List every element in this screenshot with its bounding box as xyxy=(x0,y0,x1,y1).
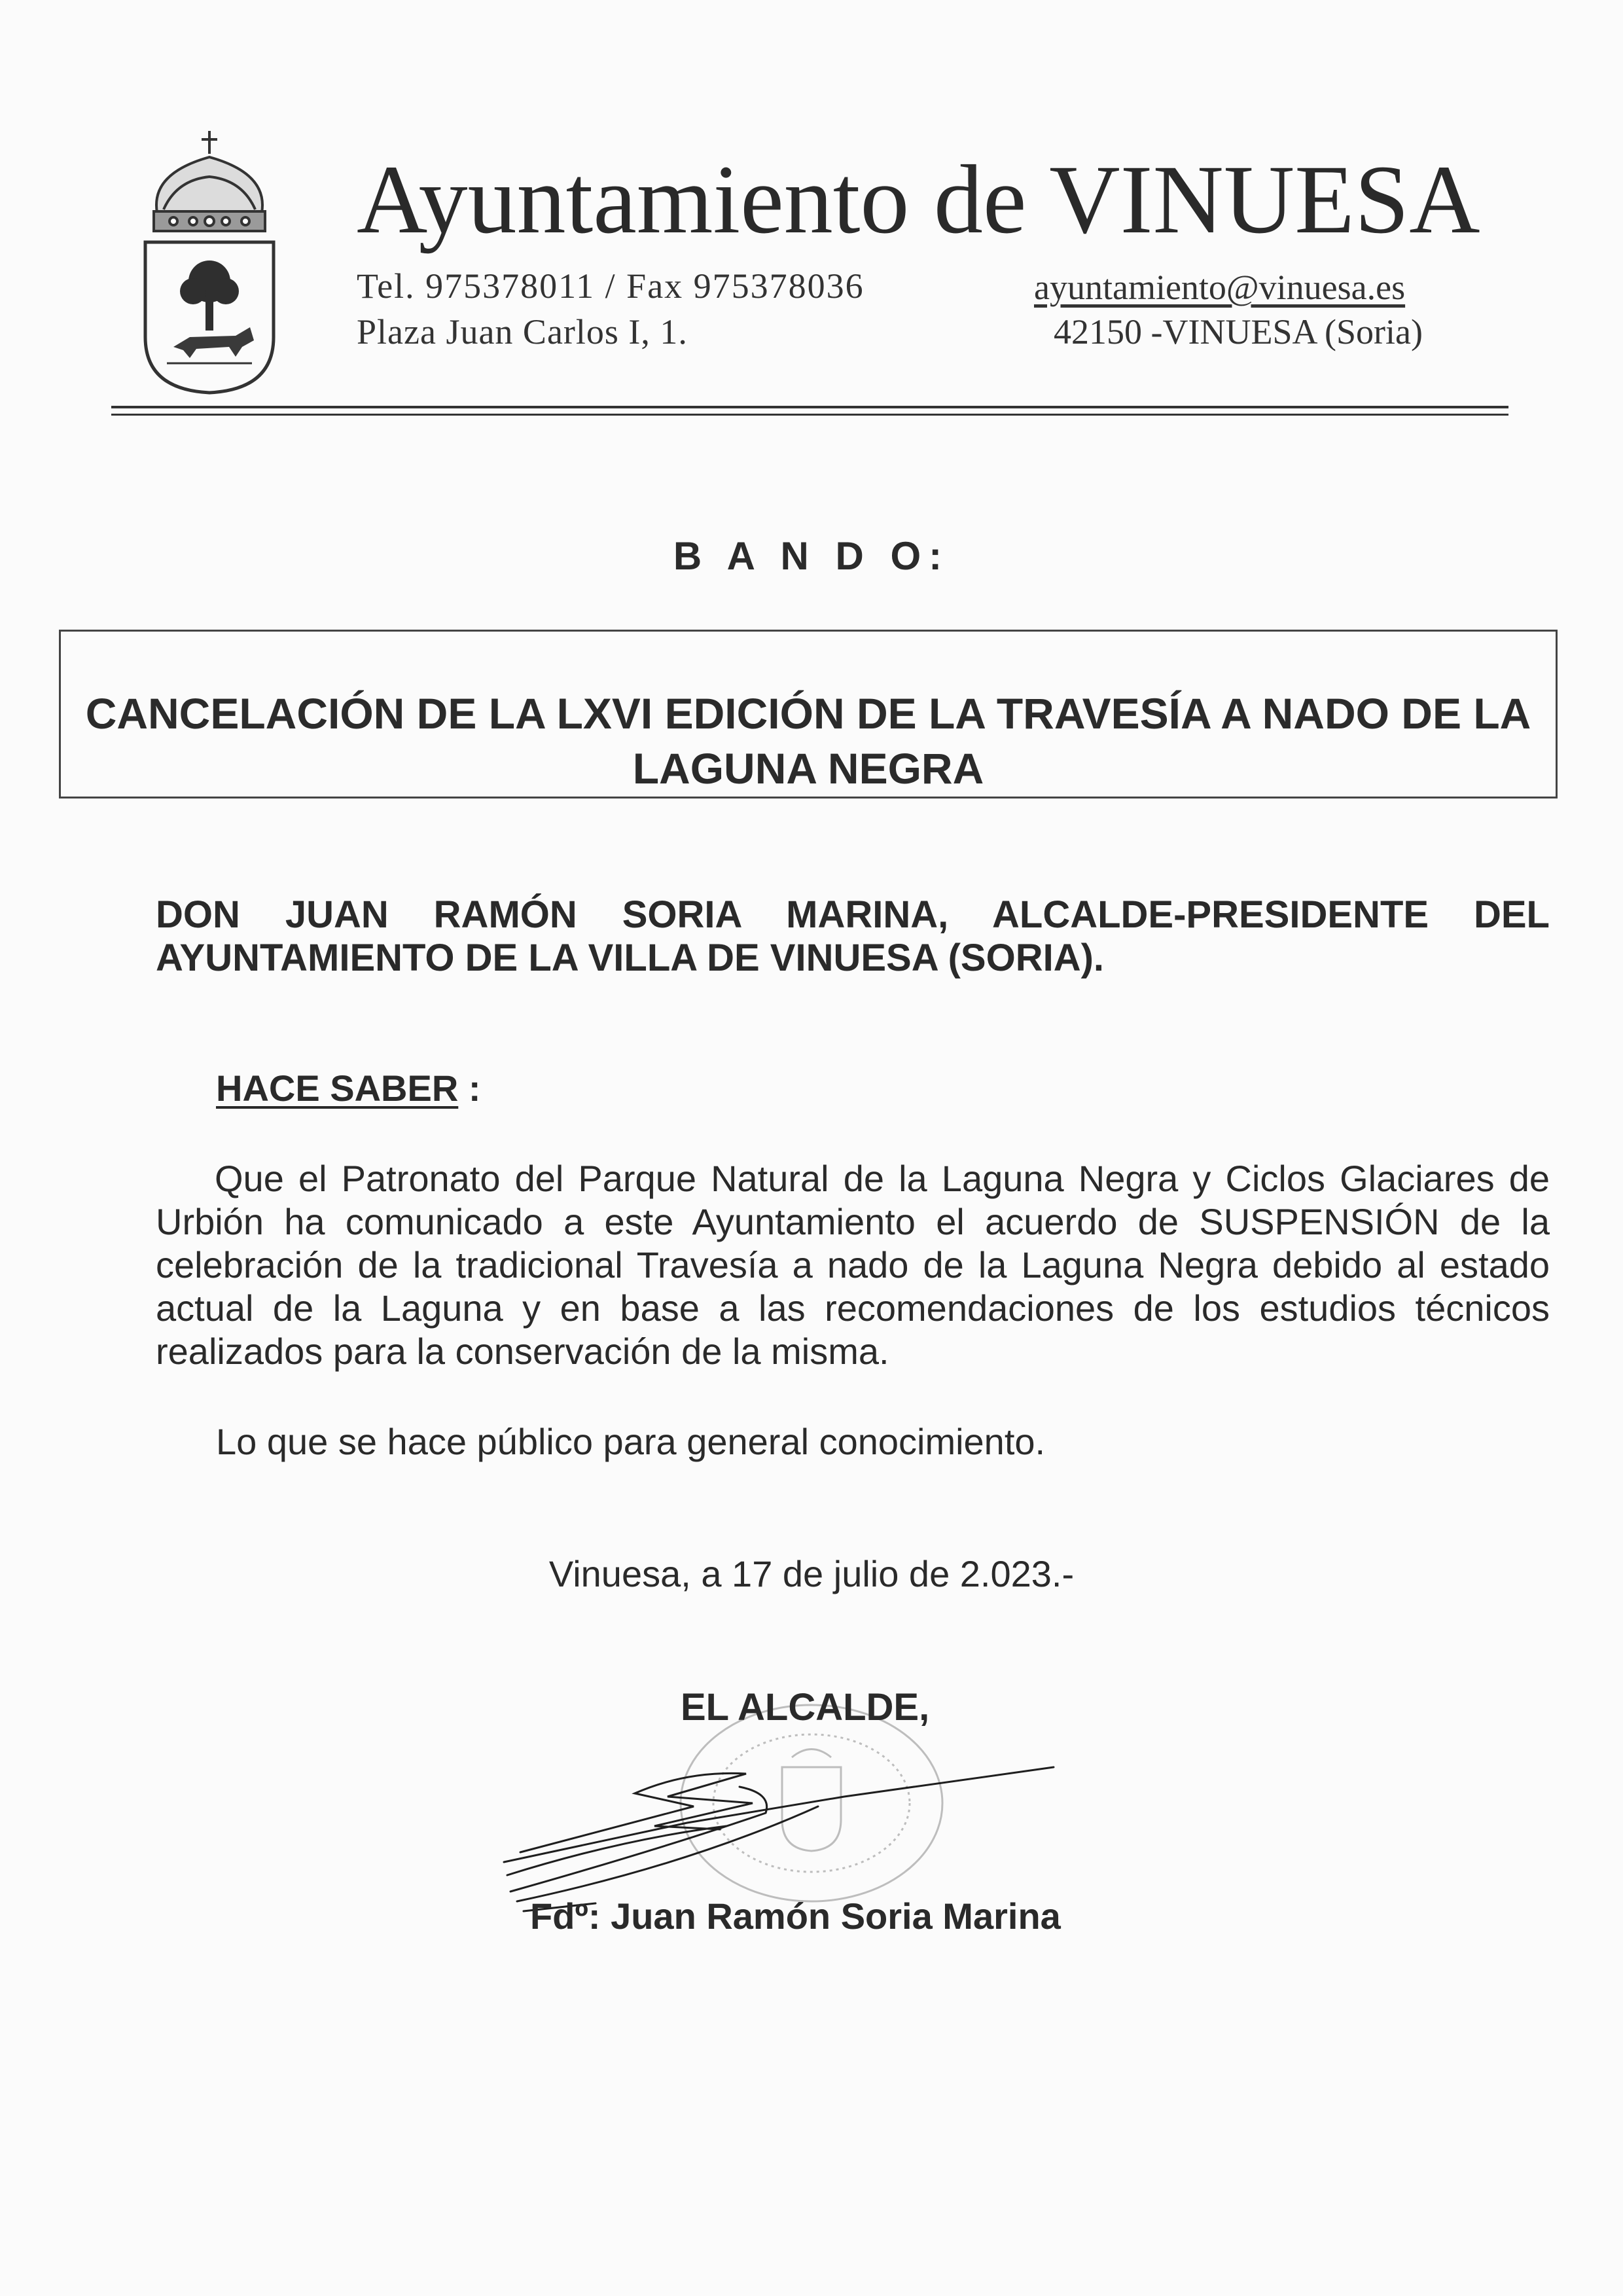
coat-of-arms-icon xyxy=(137,128,281,396)
organization-title: Ayuntamiento de VINUESA xyxy=(357,145,1480,254)
hace-saber-label: HACE SABER xyxy=(216,1067,459,1109)
closing-line: Lo que se hace público para general conocimiento. xyxy=(216,1421,1046,1462)
phone-fax: Tel. 975378011 / Fax 975378036 xyxy=(357,266,865,306)
hace-saber-heading xyxy=(216,1067,480,1109)
address: Plaza Juan Carlos I, 1. xyxy=(357,312,688,351)
body-paragraph: Que el Patronato del Parque Natural de la Laguna Negra y Ciclos Glaciares de Urbión ha comunicado a este Ayuntamiento el acuerdo de SUSPENSIÓN de la celebración de la tradicional Travesía a nado de la Laguna Negra debido al estado actual de la Laguna y en base a las recomendaciones de los estudios técnicos realizados para la conservación de la misma. xyxy=(156,1158,1550,1372)
letterhead-divider xyxy=(111,406,1508,408)
email-link[interactable]: ayuntamiento@vinuesa.es xyxy=(1034,268,1406,307)
document-type-heading: B A N D O: xyxy=(673,534,950,578)
document-title: CANCELACIÓN DE LA LXVI EDICIÓN DE LA TRAVESÍA A NADO DE LA LAGUNA NEGRA xyxy=(85,689,1531,793)
mayor-title: EL ALCALDE, xyxy=(681,1686,930,1729)
letterhead-divider xyxy=(111,414,1508,416)
place-date: Vinuesa, a 17 de julio de 2.023.- xyxy=(548,1553,1075,1594)
signer-name: Fdº: Juan Ramón Soria Marina xyxy=(530,1895,1061,1937)
postal-address: 42150 -VINUESA (Soria) xyxy=(1054,312,1423,351)
mayor-declaration: DON JUAN RAMÓN SORIA MARINA, ALCALDE-PRESIDENTE DEL AYUNTAMIENTO DE LA VILLA DE VINUESA (SORIA). xyxy=(156,893,1550,979)
hace-saber-colon: : xyxy=(458,1067,481,1109)
